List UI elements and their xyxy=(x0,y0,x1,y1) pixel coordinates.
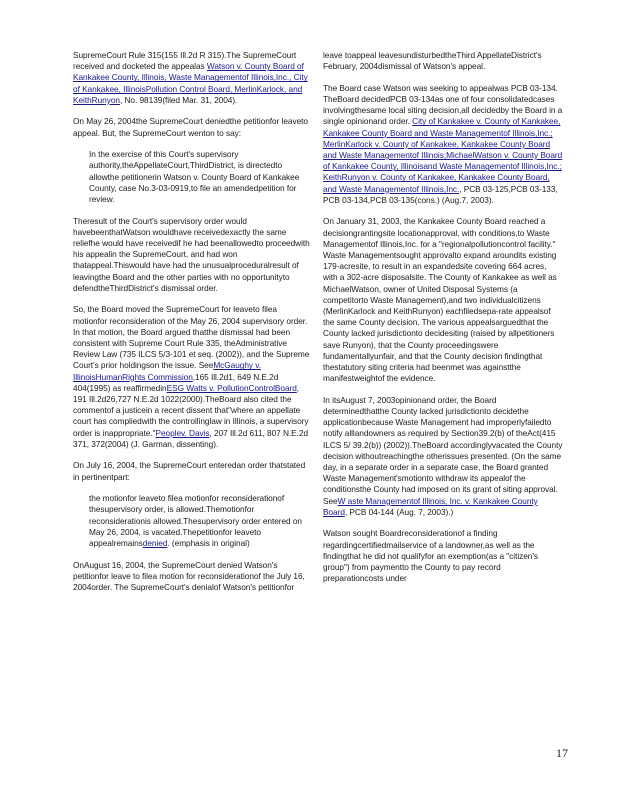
case-citation: ESG Watts v. PollutionControlBoard xyxy=(166,382,297,393)
paragraph xyxy=(323,216,563,384)
right-column xyxy=(323,50,563,595)
text-run: SupremeCourt Rule 315(155 Ill.2d R 315).The SupremeCourt received and docketed the appealas xyxy=(73,50,297,72)
case-citation: McGaughy v. IllinoisHumanRights Commission xyxy=(73,360,262,382)
text-run: the motionfor leaveto filea motionfor reconsiderationof thesupervisory order, is allowed.Themotionfor reconsiderationis allowed.Thesupervisory order entered on May 26, 2004, is vacated.Thepetitionfor leaveto appealremains xyxy=(89,493,302,549)
text-run: , 191 Ill.2d26,727 N.E.2d 1022(2000).TheBoard also cited the commentof a justicein a recent dissent that"where an appellate court has compliedwith the controllinglaw in Illinois, a supervisory order is inappropriate." xyxy=(73,382,309,438)
paragraph xyxy=(73,216,313,294)
text-run: ,165 Ill.2d1, 649 N.E.2d 404(1995) as reaffirmedin xyxy=(73,371,279,393)
text-run: On July 16, 2004, the SupremeCourt enteredan order thatstated in pertinentpart: xyxy=(73,460,306,482)
text-run: OnAugust 16, 2004, the SupremeCourt denied Watson's petitionfor leave to filea motion for reconsiderationof the July 16, 2004order. The SupremeCourt's denialof Watson's petitionfor xyxy=(73,559,305,593)
text-run: In itsAugust 7, 2003opinionand order, the Board determinedthatthe County lacked jurisdictionto decidethe applicationbecause Waste Management had improperlyfailedto notify alllandowners as required by Section39.2(b) of theAct(415 ILCS 5/ 39.2(b)) (2002)).TheBoard accordinglyvacated the County decision withoutreachingthe otherissues presented. (On the same day, in a separate order in a separate case, the Board granted Waste Management'smotionto withdraw its appealof the conditionsthe County had imposed on its grant of siting approval. See xyxy=(323,394,563,506)
page-number: 17 xyxy=(556,746,568,760)
case-citation: denied xyxy=(142,538,168,549)
text-run: leave toappeal leavesundisturbedtheThird AppellateDistrict's February, 2004dismissal of Watson's appeal. xyxy=(323,50,542,72)
paragraph xyxy=(73,116,313,138)
text-run: , PCB 04-144 (Aug. 7, 2003).) xyxy=(344,506,454,517)
case-citation: City of Kankakee v. County of Kankakee, Kankakee County Board and Waste Managementof Illinois,Inc.; MerlinKarlock v. County of Kankakee, Kankakee County Board and Waste Managementof Illinois;MichaelWatson v. County Board of Kankakee County, Illinoisand Waste Managementof Illinois,Inc.; KeithRunyon v. County of Kankakee, Kankakee County Board, and Waste Managementof Illinois,Inc. xyxy=(323,116,563,194)
text-run: . (emphasis in original) xyxy=(167,538,250,549)
case-citation: Watson v. County Board of Kankakee County, Illinois, Waste Managementof Illinois,Inc., City of Kankakee, IllinoisPollution Control Board, MerlinKarlock, and KeithRunyon xyxy=(73,61,308,105)
text-run: Theresult of the Court's supervisory order would havebeenthatWatson wouldhave receivedexactly the same reliefhe would have receivedif he had beenallowedto proceedwith his appealin the SupremeCourt, and had won thatappeal.Thiswould have had the unusualproceduralresult of leavingthe Board and the other parties with no opportunityto defendtheThirdDistrict's dismissal order. xyxy=(73,215,310,293)
paragraph xyxy=(323,395,563,518)
paragraph xyxy=(323,83,563,206)
text-run: So, the Board moved the SupremeCourt for leaveto filea motionfor reconsideration of the May 26, 2004 supervisory order. In that motion, the Board argued thatthe dismissal had been consistent with Supreme Court Rule 335, theAdministrative Review Law (735 ILCS 5/3-101 et seq. (2002)), and the Supreme Court's prior holdingson the issue. See xyxy=(73,304,310,371)
text-run: In the exercise of this Court's supervisory authority,theAppellateCourt,ThirdDistrict, is directedto allowthe petitionerin Watson v. County Board of Kankakee County, case No.3-03-0919,to file an amendedpetition for review. xyxy=(89,149,300,205)
text-run: On January 31, 2003, the Kankakee County Board reached a decisiongrantingsite locationapproval, with conditions,to Waste Managementof Illinois,Inc. for a "regionalpollutioncontrol facility." Waste Managementsought approvalto expand aroundits existing 179-acresite, to result in an expandedsite covering 664 acres, with a 302-acre disposalsite. The County of Kankakee as well as MichaelWatson, owner of United Disposal Systems (a competitorto Waste Management),and two individualcitizens (MerlinKarlock and KeithRunyon) eachfiledsepa-rate appealsof the same County decision. The various appealsarguedthat the County lacked jurisdictionto decidesiting (raised by allpetitioners save Runyon), that the County proceedingswere fundamentallyunfair, and that the County decision findingthat thestatutory siting criteria had beenmet was againstthe manifestweightof the evidence. xyxy=(323,216,557,384)
paragraph xyxy=(323,50,563,72)
block-quote xyxy=(89,149,307,205)
left-column xyxy=(73,50,313,604)
case-citation: Peoplev. Davis xyxy=(155,427,210,438)
case-citation: W aste Managementof Illinois, Inc. v. Kankakee County Board xyxy=(323,495,538,517)
text-run: , 207 Ill.2d 611, 807 N.E.2d 371, 372(2004) (J. Garman, dissenting). xyxy=(73,427,309,449)
text-run: , PCB 03-125,PCB 03-133, PCB 03-134,PCB 03-135(cons.) (Aug.7, 2003). xyxy=(323,183,558,205)
text-run: Watson sought Boardreconsiderationof a finding regardingcertifiedmailservice of a landowner,as well as the findingthat he did not qualifyfor an exemption(as a "citizen's group") from paymentto the County to pay record preparationcosts under xyxy=(323,528,538,584)
paragraph xyxy=(323,528,563,584)
text-run: , No. 98139(filed Mar. 31, 2004). xyxy=(119,94,238,105)
text-run: The Board case Watson was seeking to appealwas PCB 03-134. TheBoard decidedPCB 03-134as one of four consolidatedcases involvingthesame local siting decision,all decidedby the Board in a single opinionand order. xyxy=(323,82,563,127)
block-quote xyxy=(89,493,307,549)
paragraph xyxy=(73,304,313,450)
paragraph xyxy=(73,560,313,594)
paragraph xyxy=(73,460,313,482)
text-run: On May 26, 2004the SupremeCourt deniedthe petitionfor leaveto appeal. But, the SupremeCourt wenton to say: xyxy=(73,116,308,138)
paragraph xyxy=(73,50,313,106)
